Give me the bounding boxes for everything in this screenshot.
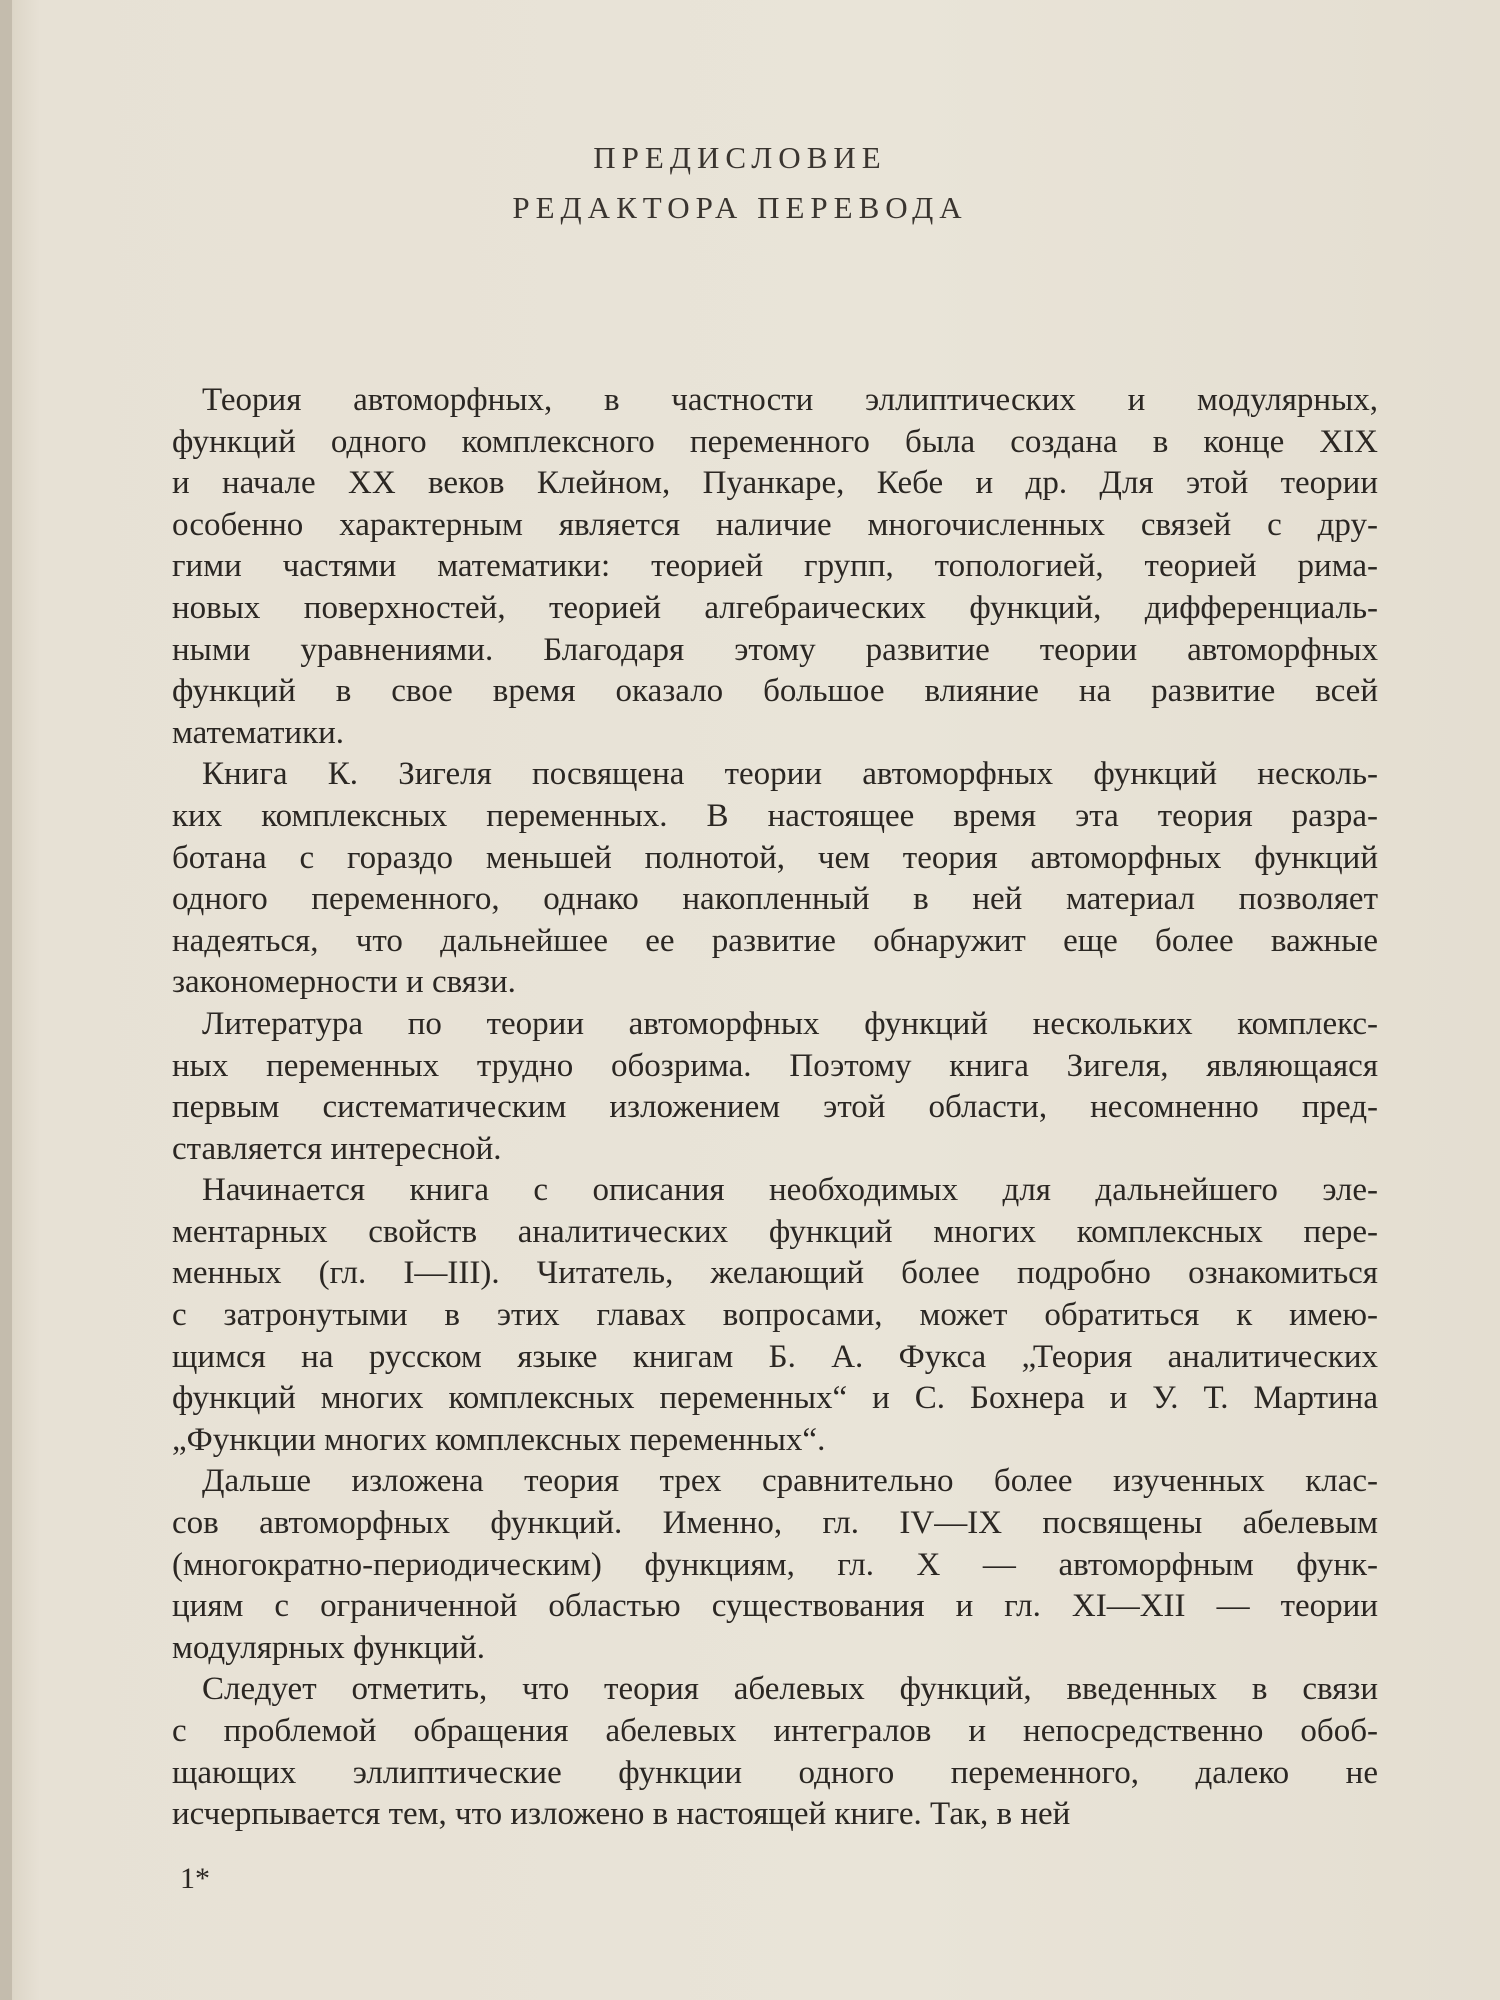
text-line: (многократно-периодическим) функциям, гл. X — автоморфным функ- xyxy=(172,1546,1378,1583)
text-line: новых поверхностей, теорией алгебраических функций, дифференциаль- xyxy=(172,589,1378,626)
text-line: надеяться, что дальнейшее ее развитие обнаружит еще более важные xyxy=(172,922,1378,959)
text-line: математики. xyxy=(172,714,344,751)
heading-line-1: ПРЕДИСЛОВИЕ xyxy=(593,140,887,175)
text-line: функций одного комплексного переменного была создана в конце XIX xyxy=(172,423,1378,460)
text-line: закономерности и связи. xyxy=(172,964,516,1001)
text-line: с проблемой обращения абелевых интегралов и непосредственно обоб- xyxy=(172,1713,1378,1749)
text-line: Дальше изложена теория трех сравнительно более изученных клас- xyxy=(202,1463,1378,1500)
text-line: ставляется интересной. xyxy=(172,1130,502,1167)
text-line: циям с ограниченной областью существования и гл. XI—XII — теории xyxy=(172,1588,1378,1625)
paragraph xyxy=(172,1461,1378,1669)
paragraph xyxy=(172,754,1378,1004)
text-line: ких комплексных переменных. В настоящее время эта теория разра- xyxy=(172,797,1378,834)
paragraph xyxy=(172,1004,1378,1170)
text-line: ными уравнениями. Благодаря этому развитие теории автоморфных xyxy=(172,631,1378,668)
text-line: „Функции многих комплексных переменных“. xyxy=(172,1421,826,1458)
text-line: Начинается книга с описания необходимых для дальнейшего эле- xyxy=(202,1172,1378,1209)
text-line: Следует отметить, что теория абелевых функций, введенных в связи xyxy=(202,1671,1378,1708)
text-line: особенно характерным является наличие многочисленных связей с дру- xyxy=(172,506,1378,543)
text-line: и начале XX веков Клейном, Пуанкаре, Кебе и др. Для этой теории xyxy=(172,465,1378,502)
signature-mark: 1* xyxy=(180,1862,210,1895)
body-text xyxy=(172,380,1378,1836)
text-line: щимся на русском языке книгам Б. А. Фукса „Теория аналитических xyxy=(172,1338,1378,1375)
text-line: ных переменных трудно обозрима. Поэтому книга Зигеля, являющаяся xyxy=(172,1047,1378,1084)
paragraph xyxy=(172,1669,1378,1835)
paragraph xyxy=(172,1170,1378,1461)
text-line: Книга К. Зигеля посвящена теории автоморфных функций несколь- xyxy=(202,756,1378,793)
text-line: Литература по теории автоморфных функций нескольких комплекс- xyxy=(202,1005,1378,1042)
text-line: модулярных функций. xyxy=(172,1629,485,1666)
text-line: исчерпывается тем, что изложено в настоящей книге. Так, в ней xyxy=(172,1796,1071,1833)
page-binding-edge xyxy=(0,0,12,2000)
text-line: Теория автоморфных, в частности эллиптических и модулярных, xyxy=(202,382,1378,418)
paragraph xyxy=(172,380,1378,754)
text-line: функций в свое время оказало большое влияние на развитие всей xyxy=(172,673,1378,710)
text-line: ботана с гораздо меньшей полнотой, чем теория автоморфных функций xyxy=(172,839,1378,876)
text-line: первым систематическим изложением этой области, несомненно пред- xyxy=(172,1089,1378,1126)
text-line: с затронутыми в этих главах вопросами, может обратиться к имею- xyxy=(172,1297,1378,1334)
text-line: гими частями математики: теорией групп, топологией, теорией рима- xyxy=(172,548,1378,585)
text-line: щающих эллиптические функции одного переменного, далеко не xyxy=(172,1754,1378,1791)
text-line: функций многих комплексных переменных“ и С. Бохнера и У. Т. Мартина xyxy=(172,1380,1378,1417)
text-line: ментарных свойств аналитических функций многих комплексных пере- xyxy=(172,1213,1378,1250)
text-line: сов автоморфных функций. Именно, гл. IV—IX посвящены абелевым xyxy=(172,1505,1378,1542)
text-line: одного переменного, однако накопленный в ней материал позволяет xyxy=(172,881,1378,918)
text-line: менных (гл. I—III). Читатель, желающий более подробно ознакомиться xyxy=(172,1255,1378,1292)
heading-line-2: РЕДАКТОРА ПЕРЕВОДА xyxy=(512,190,968,225)
